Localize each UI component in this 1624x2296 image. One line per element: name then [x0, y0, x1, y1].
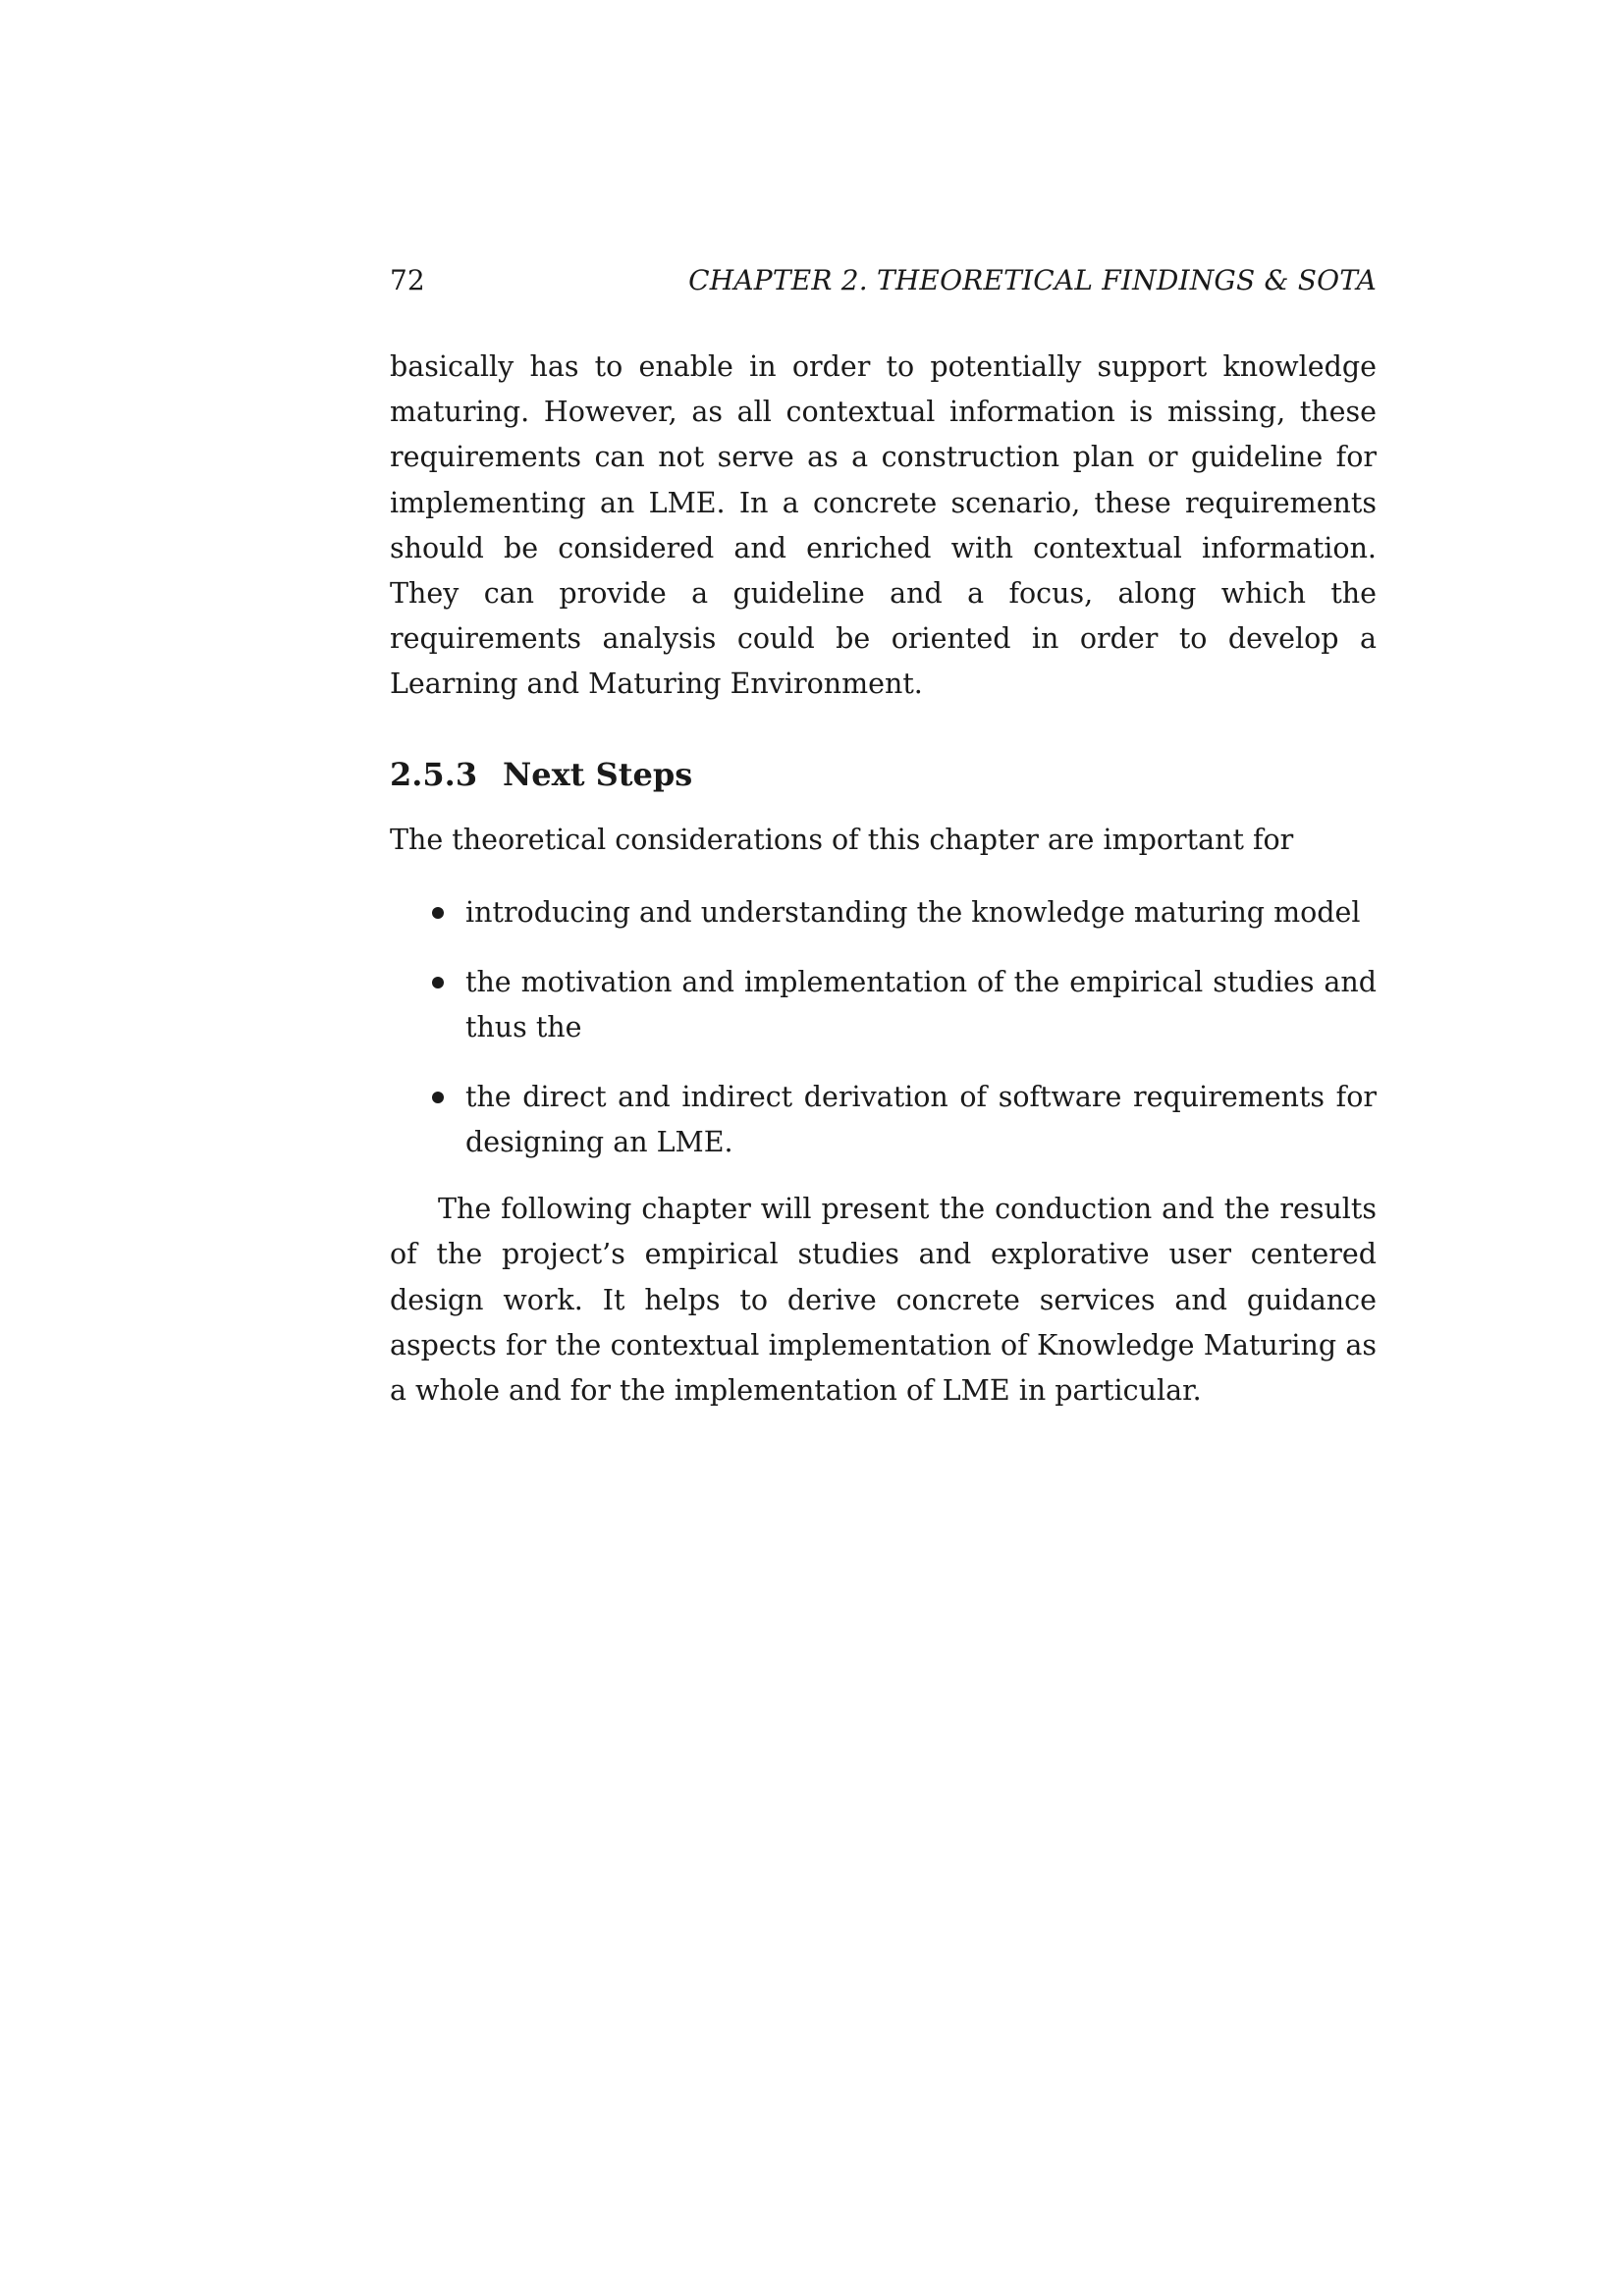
- bullet-icon: [432, 977, 444, 988]
- document-page: [390, 257, 1377, 1442]
- page-number: 72: [390, 264, 425, 296]
- paragraph: basically has to enable in order to potentially support knowledge maturing. However, as all contextual information is missing, these requirements can not serve as a construction plan or guideline for implementing an LME. In a concrete scenario, these requirements should be considered and enriched with contextual information. They can provide a guideline and a focus, along which the requirements analysis could be oriented in order to develop a Learning and Maturing Environment.: [390, 350, 1377, 701]
- list-item: [390, 890, 1377, 935]
- list-item: [390, 960, 1377, 1050]
- list-item-text: the motivation and implementation of the empirical studies and thus the: [465, 966, 1377, 1044]
- running-header: [390, 257, 1377, 304]
- bullet-icon: [432, 907, 444, 919]
- list-item-text: the direct and indirect derivation of software requirements for designing an LME.: [465, 1081, 1377, 1159]
- section-heading: [390, 753, 1377, 796]
- bullet-icon: [432, 1092, 444, 1103]
- chapter-title: CHAPTER 2. THEORETICAL FINDINGS & SOTA: [688, 264, 1377, 296]
- section-title: Next Steps: [503, 755, 693, 793]
- list-item: [390, 1075, 1377, 1165]
- list-item-text: introducing and understanding the knowledge maturing model: [465, 896, 1361, 930]
- section-number: 2.5.3: [390, 755, 478, 793]
- section-intro: The theoretical considerations of this chapter are important for: [390, 823, 1294, 856]
- body-text: [390, 345, 1377, 708]
- closing-paragraph: The following chapter will present the conduction and the results of the project’s empirical studies and explorative user centered design work. It helps to derive concrete services and guidance aspects for the contextual implementation of Knowledge Maturing as a whole and for the implementation of LME in particular.: [390, 1193, 1377, 1407]
- bullet-list: [390, 890, 1377, 1165]
